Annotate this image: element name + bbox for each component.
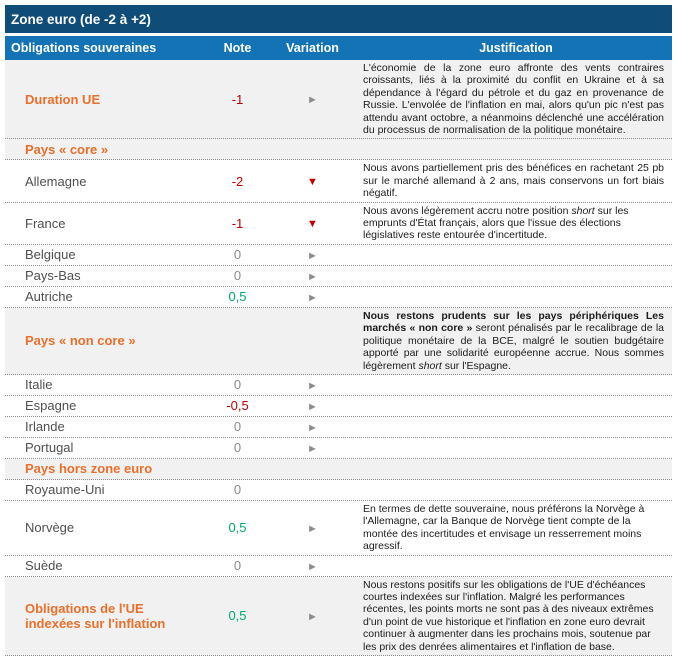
justification-segment: short xyxy=(571,204,595,217)
right-triangle-icon: ► xyxy=(307,291,318,304)
table-title: Zone euro (de -2 à +2) xyxy=(11,11,151,27)
note-value: -2 xyxy=(231,173,244,189)
table-row-suede xyxy=(5,556,672,577)
section-label-obligations-ue-inflation: Obligations de l'UE indexées sur l'inflation xyxy=(25,600,166,631)
table-row-pays-bas xyxy=(5,266,672,287)
variation-cell xyxy=(265,418,360,436)
variation-cell xyxy=(265,557,360,575)
variation-cell xyxy=(265,246,360,264)
table-row-pays-hors-zone-euro xyxy=(5,459,672,480)
justification-segment: Nous avons partiellement pris des bénéfices en rachetant 25 pb sur le marché allemand à 2 ans, mais conservons un fort biais négatif. xyxy=(363,162,664,200)
right-triangle-icon: ► xyxy=(307,560,318,573)
justification-text xyxy=(360,375,672,395)
variation-cell xyxy=(265,267,360,285)
note-value: 0 xyxy=(233,268,242,284)
variation-cell xyxy=(265,439,360,457)
justification-text xyxy=(360,139,672,159)
note-value: 0 xyxy=(233,247,242,263)
variation-cell xyxy=(265,172,360,190)
section-label-pays-hors-zone-euro: Pays hors zone euro xyxy=(25,461,153,477)
column-header-variation: Variation xyxy=(286,41,339,55)
justification-text xyxy=(360,556,672,576)
justification-segment: Nous restons positifs sur les obligations de l'UE d'échéances courtes indexées sur l'inflation. Malgré les performances récentes, les points morts ne sont pas à des niveaux extrêmes d'un point de vue historique et l'inflation en zone euro devrait continuer à augmenter dans les prochains mois, soutenue par les prix des denrées alimentaires et l'inflation de base. xyxy=(363,578,654,653)
justification-text xyxy=(360,438,672,458)
down-triangle-icon: ▼ xyxy=(307,218,318,231)
right-triangle-icon: ► xyxy=(307,270,318,283)
note-value: 0 xyxy=(233,558,242,574)
justification-segment: sur l'Espagne. xyxy=(441,359,511,372)
row-label-portugal: Portugal xyxy=(25,440,74,456)
column-header-obligations: Obligations souveraines xyxy=(11,41,157,55)
table-title-bar xyxy=(5,5,672,33)
section-label-pays-core: Pays « core » xyxy=(25,141,109,157)
justification-text xyxy=(360,459,672,479)
note-value: 0,5 xyxy=(228,289,247,305)
justification-text xyxy=(360,203,672,244)
note-value: -1 xyxy=(231,91,244,107)
note-value: 0 xyxy=(233,482,242,498)
variation-cell xyxy=(265,288,360,306)
justification-text xyxy=(360,160,672,201)
right-triangle-icon: ► xyxy=(307,442,318,455)
table-row-italie xyxy=(5,375,672,396)
row-label-france: France xyxy=(25,215,66,231)
table-row-pays-non-core xyxy=(5,308,672,375)
table-row-portugal xyxy=(5,438,672,459)
table-row-france xyxy=(5,203,672,245)
right-triangle-icon: ► xyxy=(307,249,318,262)
justification-segment: L'économie de la zone euro affronte des vents contraires croissants, liés à la proximité du conflit en Ukraine et à sa dépendance à l'égard du pétrole et du gaz en provenance de Russie. L'envolée de l'inflation en mai, alors qu'un pic n'est pas attendu avant octobre, a néanmoins déclenché une accélération du processus de normalisation de la politique monétaire. xyxy=(363,62,664,137)
justification-segment: seront pénalisés par le recalibrage de la politique monétaire de la BCE, malgré le soutien budgétaire apporté par une solidarité européenne accrue. Nous sommes légèrement xyxy=(363,322,664,372)
justification-segment: Nous restons prudents sur les pays périphériques Les marchés « non core » xyxy=(363,309,664,335)
variation-cell xyxy=(265,376,360,394)
right-triangle-icon: ► xyxy=(307,421,318,434)
justification-segment: Nous avons légèrement accru notre position xyxy=(363,204,572,217)
variation-cell xyxy=(265,214,360,232)
justification-text xyxy=(360,577,672,655)
row-label-allemagne: Allemagne xyxy=(25,173,87,189)
table-row-belgique xyxy=(5,245,672,266)
variation-cell xyxy=(265,397,360,415)
variation-cell xyxy=(265,607,360,625)
note-value: -1 xyxy=(231,215,244,231)
row-label-espagne: Espagne xyxy=(25,398,77,414)
row-label-royaume-uni: Royaume-Uni xyxy=(25,482,105,498)
column-header-justification: Justification xyxy=(479,41,553,55)
table-row-obligations-ue-inflation xyxy=(5,577,672,656)
variation-cell xyxy=(265,519,360,537)
note-value: 0,5 xyxy=(228,608,247,624)
section-label-pays-non-core: Pays « non core » xyxy=(25,333,136,349)
justification-segment: short xyxy=(418,359,442,372)
justification-text xyxy=(360,266,672,286)
note-value: 0 xyxy=(233,419,242,435)
table-body xyxy=(5,60,672,656)
right-triangle-icon: ► xyxy=(307,400,318,413)
note-value: 0,5 xyxy=(228,520,247,536)
table-row-espagne xyxy=(5,396,672,417)
table-row-royaume-uni xyxy=(5,480,672,501)
justification-text xyxy=(360,396,672,416)
table-row-irlande xyxy=(5,417,672,438)
justification-segment: En termes de dette souveraine, nous préférons la Norvège à l'Allemagne, car la Banque de Norvège tient compte de la montée des incertitudes et envisage un resserrement moins agressif. xyxy=(363,502,645,553)
row-label-suede: Suède xyxy=(25,558,63,574)
justification-text xyxy=(360,287,672,307)
note-value: 0 xyxy=(233,377,242,393)
section-label-duration-ue: Duration UE xyxy=(25,91,101,107)
table-row-duration-ue xyxy=(5,60,672,139)
justification-segment: sur les emprunts d'État français, alors que l'issue des élections législatives reste entourée d'incertitude. xyxy=(363,204,629,242)
justification-text xyxy=(360,60,672,138)
right-triangle-icon: ► xyxy=(307,94,318,107)
row-label-pays-bas: Pays-Bas xyxy=(25,268,81,284)
justification-text xyxy=(360,417,672,437)
column-header-note: Note xyxy=(223,41,252,55)
right-triangle-icon: ► xyxy=(307,379,318,392)
table-row-autriche xyxy=(5,287,672,308)
right-triangle-icon: ► xyxy=(307,522,318,535)
variation-cell xyxy=(265,90,360,108)
justification-text xyxy=(360,480,672,500)
column-header-row xyxy=(5,36,672,60)
down-triangle-icon: ▼ xyxy=(307,176,318,189)
table-row-norvege xyxy=(5,501,672,556)
row-label-irlande: Irlande xyxy=(25,419,65,435)
row-label-belgique: Belgique xyxy=(25,247,76,263)
table-row-allemagne xyxy=(5,160,672,202)
row-label-autriche: Autriche xyxy=(25,289,73,305)
justification-text xyxy=(360,245,672,265)
row-label-italie: Italie xyxy=(25,377,53,393)
row-label-norvege: Norvège xyxy=(25,520,75,536)
justification-text xyxy=(360,308,672,374)
note-value: 0 xyxy=(233,440,242,456)
note-value: -0,5 xyxy=(226,398,249,414)
table-row-pays-core xyxy=(5,139,672,160)
right-triangle-icon: ► xyxy=(307,610,318,623)
justification-text xyxy=(360,501,672,555)
